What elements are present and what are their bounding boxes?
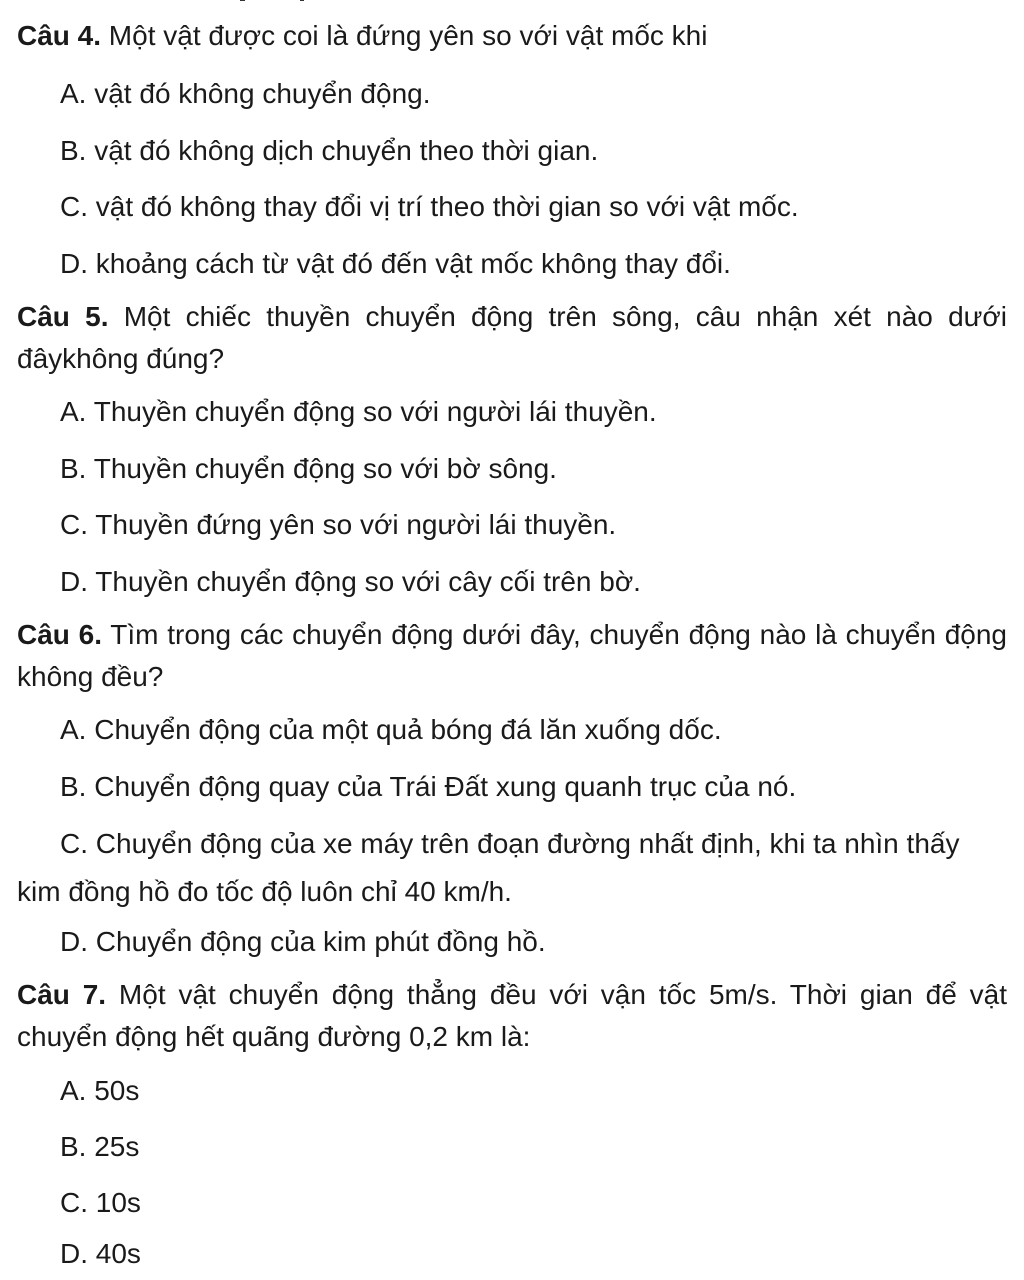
question-6 — [17, 614, 1007, 698]
question-text: Một vật được coi là đứng yên so với vật mốc khi — [101, 20, 708, 51]
question-text: Một chiếc thuyền chuyển động trên sông, câu nhận xét nào dưới đâykhông đúng? — [17, 301, 1008, 374]
question-4-option-d: D. khoảng cách từ vật đó đến vật mốc không thay đổi. — [60, 248, 731, 279]
question-7-option-d: D. 40s — [60, 1238, 141, 1269]
question-4-option-a: A. vật đó không chuyển động. — [60, 78, 431, 109]
question-text: Tìm trong các chuyển động dưới đây, chuyển động nào là chuyển động không đều? — [17, 619, 1007, 692]
question-7-option-a: A. 50s — [60, 1075, 140, 1106]
question-4-option-b: B. vật đó không dịch chuyển theo thời gian. — [60, 135, 599, 166]
question-4 — [17, 16, 1007, 56]
question-text: Một vật chuyển động thẳng đều với vận tốc 5m/s. Thời gian để vật chuyển động hết quãng đường 0,2 km là: — [17, 979, 1007, 1052]
question-5 — [17, 296, 1007, 380]
question-6-option-a: A. Chuyển động của một quả bóng đá lăn xuống dốc. — [60, 714, 722, 745]
question-5-option-b: B. Thuyền chuyển động so với bờ sông. — [60, 453, 557, 484]
question-6-option-b: B. Chuyển động quay của Trái Đất xung quanh trục của nó. — [60, 771, 797, 802]
question-number: Câu 5. — [17, 301, 109, 332]
question-7-option-c: C. 10s — [60, 1187, 141, 1218]
question-number: Câu 7. — [17, 979, 107, 1010]
question-5-option-d: D. Thuyền chuyển động so với cây cối trên bờ. — [60, 566, 641, 597]
question-7 — [17, 974, 1007, 1058]
question-4-option-c: C. vật đó không thay đổi vị trí theo thời gian so với vật mốc. — [60, 191, 799, 222]
question-6-option-c: C. Chuyển động của xe máy trên đoạn đường nhất định, khi ta nhìn thấy kim đồng hồ đo tốc độ luôn chỉ 40 km/h. — [17, 828, 960, 907]
question-number: Câu 6. — [17, 619, 103, 650]
question-5-option-a: A. Thuyền chuyển động so với người lái thuyền. — [60, 396, 657, 427]
question-7-option-b: B. 25s — [60, 1131, 140, 1162]
question-5-option-c: C. Thuyền đứng yên so với người lái thuyền. — [60, 509, 617, 540]
cropped-text-fragment — [200, 0, 320, 4]
question-6-option-d: D. Chuyển động của kim phút đồng hồ. — [60, 926, 546, 957]
question-number: Câu 4. — [17, 20, 102, 51]
